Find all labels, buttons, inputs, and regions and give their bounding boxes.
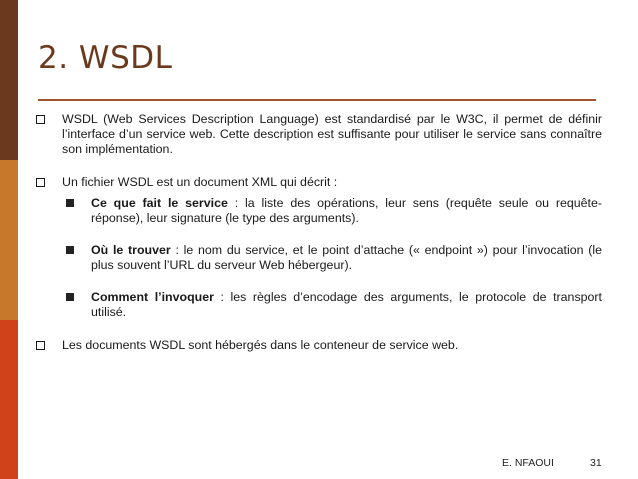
hollow-square-bullet-icon — [36, 115, 45, 124]
sub-bullet-item — [62, 290, 602, 320]
sub-bullet-text — [91, 290, 602, 320]
slide-content — [36, 112, 602, 371]
bullet-text: WSDL (Web Services Description Language) est standardisé par le W3C, il permet de définir l’interface d’un service web. Cette description est suffisante pour utiliser le service sans connaître son implémentation. — [62, 112, 602, 156]
bullet-body — [62, 175, 602, 320]
slide-title: 2. WSDL — [38, 40, 173, 76]
sub-bullet-description: : les règles d’encodage des arguments, le protocole de transport utilisé. — [91, 290, 602, 319]
filled-square-bullet-icon — [66, 246, 74, 254]
sidebar-segment-top — [0, 0, 18, 160]
sub-bullet-description: : le nom du service, et le point d’attache (« endpoint ») pour l’invocation (le plus souvent l’URL du serveur Web hébergeur). — [91, 243, 602, 272]
filled-square-bullet-icon — [66, 293, 74, 301]
hollow-square-bullet-icon — [36, 178, 45, 187]
sub-bullet-item — [62, 196, 602, 226]
sub-bullet-bold-term: Où le trouver — [91, 243, 171, 257]
sub-bullet-list — [62, 196, 602, 320]
sub-bullet-description: : la liste des opérations, leur sens (requête seule ou requête-réponse), leur signature (le type des arguments). — [91, 196, 603, 225]
sub-bullet-bold-term: Comment l’invoquer — [91, 290, 214, 304]
bullet-item — [36, 175, 602, 320]
hollow-square-bullet-icon — [36, 341, 45, 350]
page-number: 31 — [590, 457, 602, 469]
bullet-text: Les documents WSDL sont hébergés dans le conteneur de service web. — [62, 338, 459, 352]
filled-square-bullet-icon — [66, 199, 74, 207]
bullet-item — [36, 112, 602, 157]
sidebar-segment-bottom — [0, 320, 18, 479]
bullet-item — [36, 338, 602, 353]
sub-bullet-item — [62, 243, 602, 273]
sub-bullet-bold-term: Ce que fait le service — [91, 196, 228, 210]
sidebar-segment-middle — [0, 160, 18, 320]
bullet-text: Un fichier WSDL est un document XML qui décrit : — [62, 175, 338, 189]
sub-bullet-text — [91, 196, 602, 226]
sub-bullet-text — [91, 243, 602, 273]
footer-author: E. NFAOUI — [502, 457, 554, 469]
title-underline — [38, 99, 596, 101]
